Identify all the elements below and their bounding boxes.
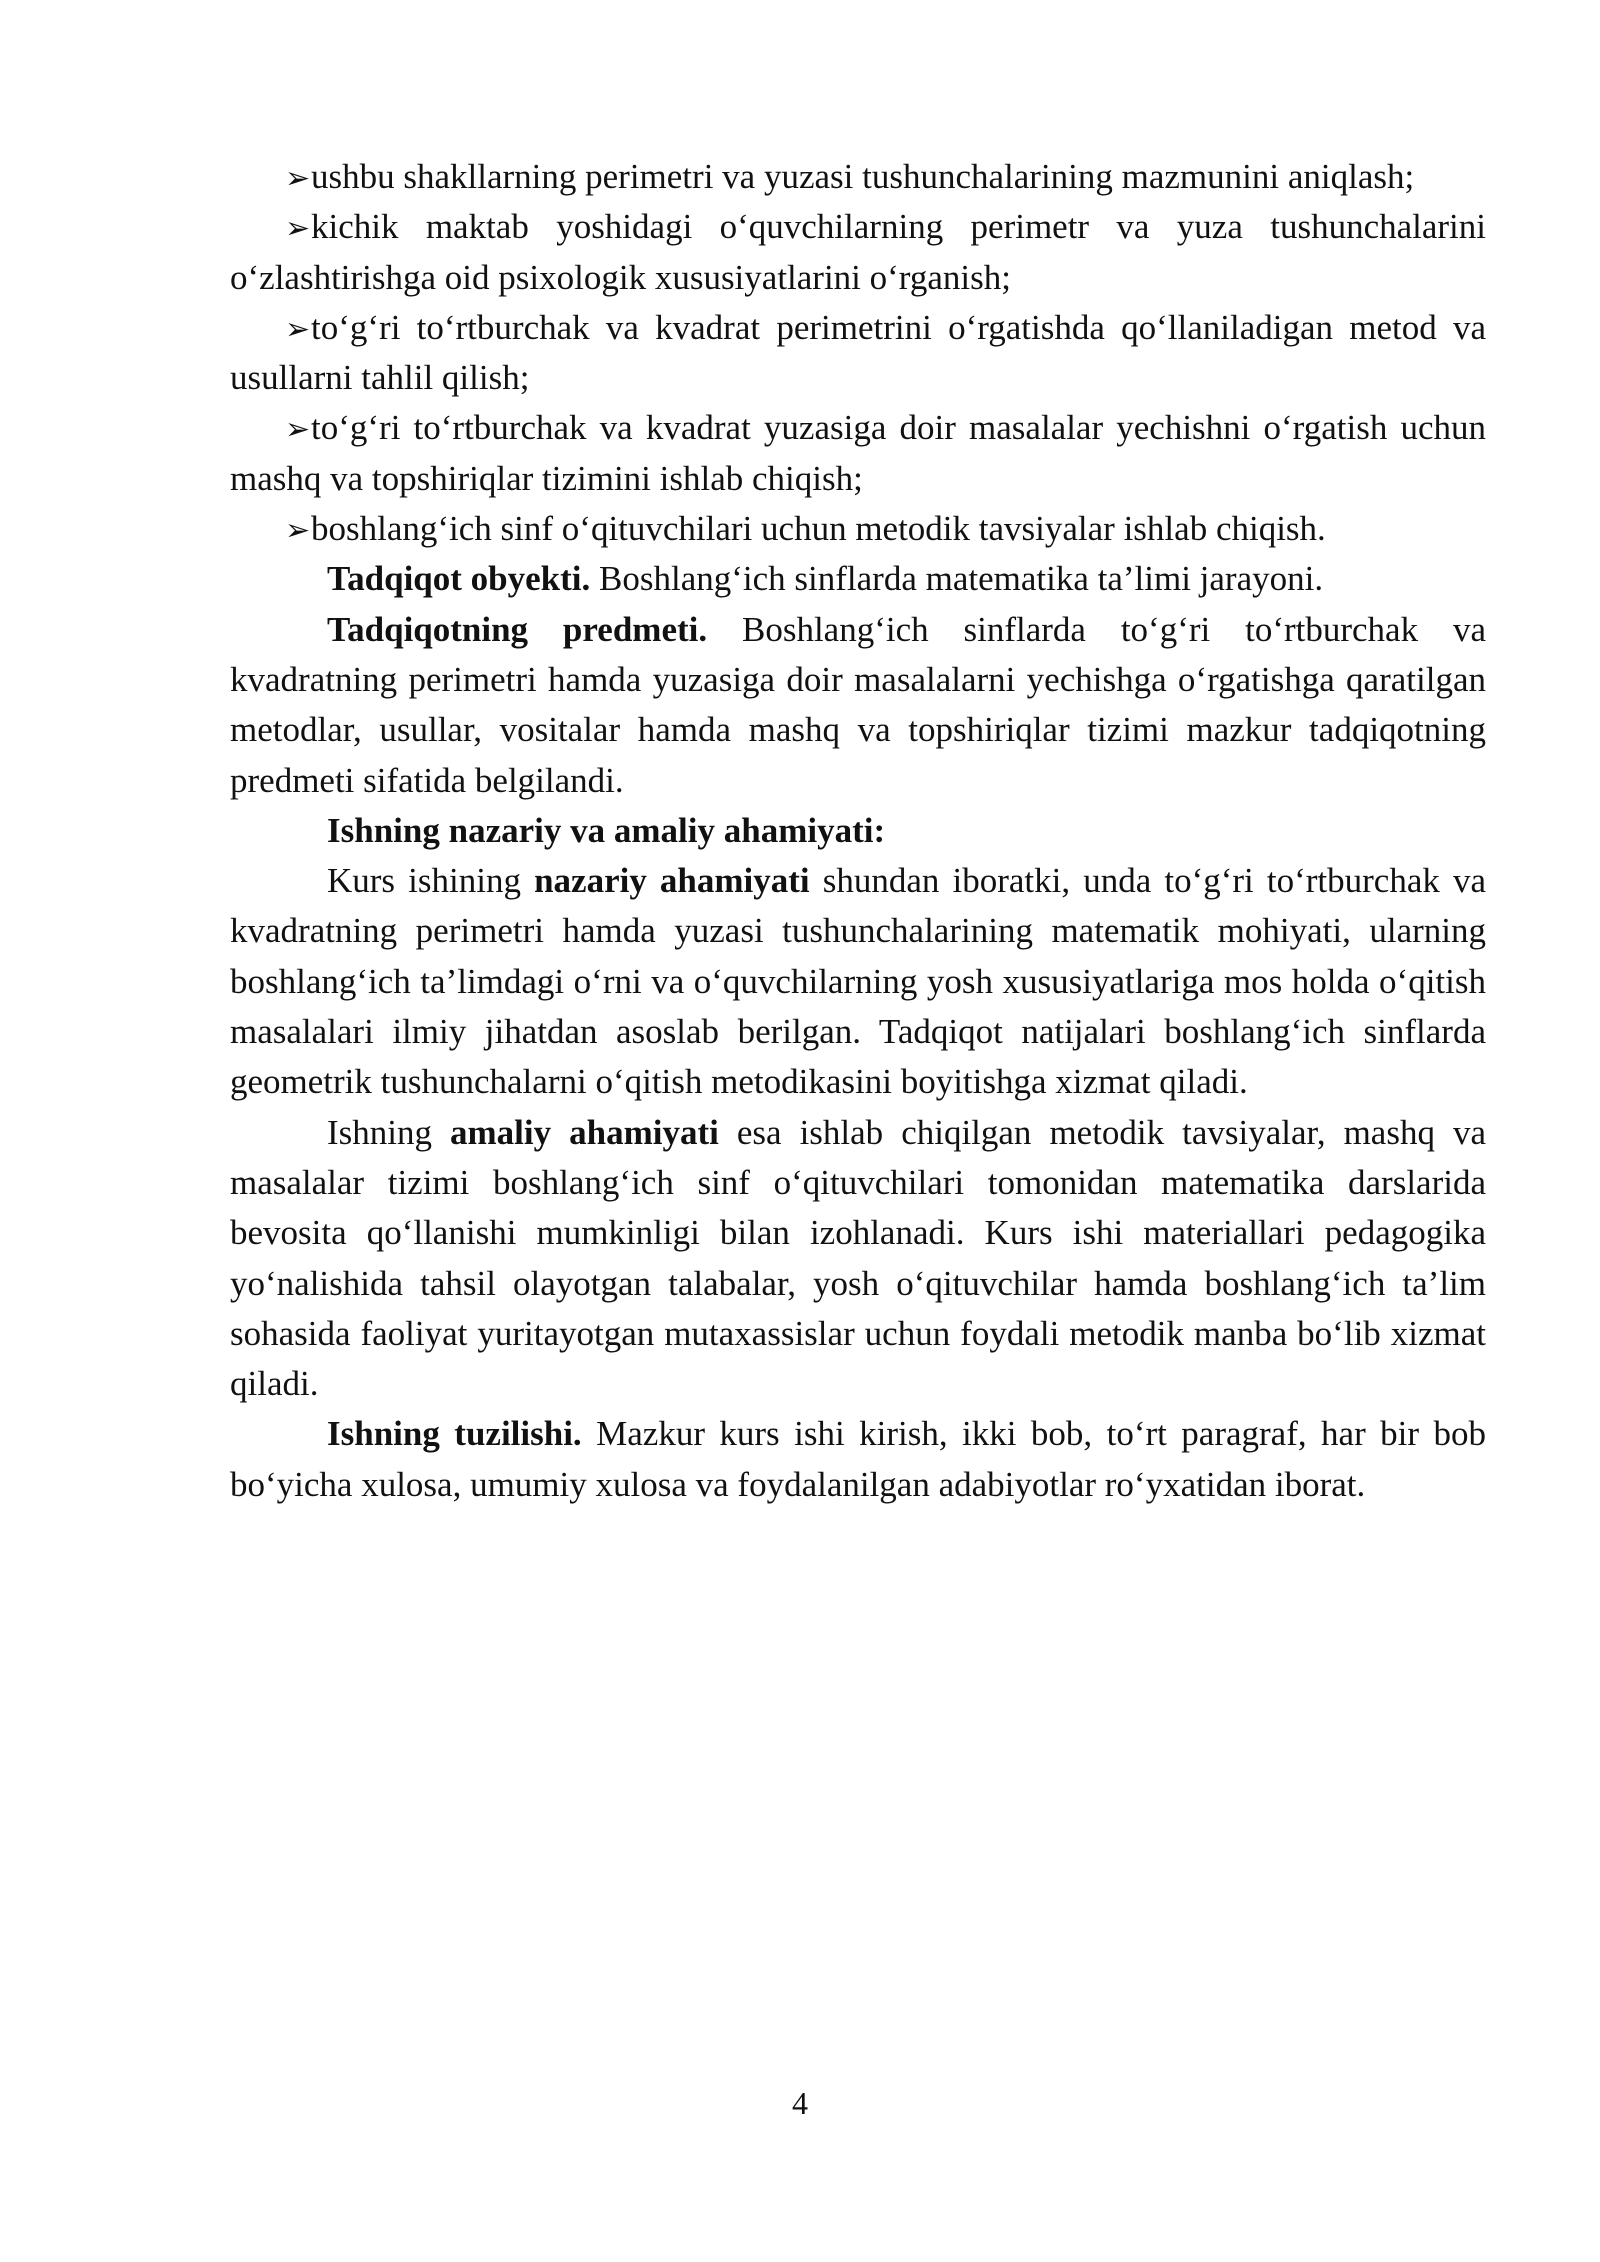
objective-text: to‘g‘ri to‘rtburchak va kvadrat yuzasiga doir masalalar yechishni o‘rgatish uchun mashq va topshiriqlar tizimini ishlab chiqish;: [230, 408, 1486, 498]
practical-bold-term: amaliy ahamiyati: [450, 1112, 719, 1152]
research-subject-label: Tadqiqotning predmeti.: [327, 609, 708, 649]
theoretical-significance-paragraph: [230, 856, 1486, 1107]
research-subject-paragraph: [230, 605, 1486, 806]
research-object-paragraph: [230, 554, 1486, 604]
arrowhead-bullet-icon: ➢: [285, 212, 311, 246]
theoretical-bold-term: nazariy ahamiyati: [534, 861, 810, 901]
arrowhead-bullet-icon: ➢: [285, 413, 311, 447]
objective-bullet: [230, 303, 1486, 404]
page-body: [230, 152, 1486, 1510]
research-subject-text: Boshlang‘ich sinflarda to‘g‘ri to‘rtburchak va kvadratning perimetri hamda yuzasiga doir masalalarni yechishga o‘rgatishga qaratilgan metodlar, usullar, vositalar hamda mashq va topshiriqlar tizimi mazkur tadqiqotning predmeti sifatida belgilandi.: [230, 609, 1486, 800]
objective-text: to‘g‘ri to‘rtburchak va kvadrat perimetrini o‘rgatishda qo‘llaniladigan metod va usullarni tahlil qilish;: [230, 307, 1486, 398]
structure-label: Ishning tuzilishi.: [327, 1414, 582, 1454]
structure-paragraph: [230, 1409, 1486, 1510]
practical-intro: Ishning: [327, 1112, 451, 1152]
objective-bullet: [230, 504, 1486, 554]
objective-text: kichik maktab yoshidagi o‘quvchilarning perimetr va yuza tushunchalarini o‘zlashtirishga oid psixologik xususiyatlarini o‘rganish;: [230, 207, 1486, 297]
objective-bullet: [230, 403, 1486, 504]
arrowhead-bullet-icon: ➢: [285, 514, 311, 548]
objective-text: ushbu shakllarning perimetri va yuzasi tushunchalarining mazmunini aniqlash;: [311, 157, 1415, 196]
theoretical-intro: Kurs ishining: [327, 861, 535, 901]
research-object-label: Tadqiqot obyekti.: [327, 559, 591, 599]
objective-bullet: [230, 202, 1486, 303]
structure-text: Mazkur kurs ishi kirish, ikki bob, to‘rt paragraf, har bir bob bo‘yicha xulosa, umumiy xulosa va foydalanilgan adabiyotlar ro‘yxatidan iborat.: [230, 1414, 1486, 1504]
arrowhead-bullet-icon: ➢: [285, 162, 311, 195]
arrowhead-bullet-icon: ➢: [285, 312, 311, 346]
theoretical-text: shundan iboratki, unda to‘g‘ri to‘rtburchak va kvadratning perimetri hamda yuzasi tushunchalarining matematik mohiyati, ularning boshlang‘ich ta’limdagi o‘rni va o‘quvchilarning yosh xususiyatlariga mos holda o‘qitish masalalari ilmiy jihatdan asoslab berilgan. Tadqiqot natijalari boshlang‘ich sinflarda geometrik tushunchalarni o‘qitish metodikasini boyitishga xizmat qiladi.: [230, 861, 1487, 1102]
practical-significance-paragraph: [230, 1108, 1486, 1410]
objective-bullet: [230, 152, 1486, 202]
objective-text: boshlang‘ich sinf o‘qituvchilari uchun metodik tavsiyalar ishlab chiqish.: [311, 509, 1326, 549]
research-object-text: Boshlang‘ich sinflarda matematika ta’limi jarayoni.: [590, 559, 1324, 599]
significance-heading: Ishning nazariy va amaliy ahamiyati:: [327, 810, 886, 850]
page-number: 4: [792, 2085, 808, 2121]
practical-text: esa ishlab chiqilgan metodik tavsiyalar, mashq va masalalar tizimi boshlang‘ich sinf o‘qituvchilari tomonidan matematika darslarida bevosita qo‘llanishi mumkinligi bilan izohlanadi. Kurs ishi materiallari pedagogika yo‘nalishida tahsil olayotgan talabalar, yosh o‘qituvchilar hamda boshlang‘ich ta’lim sohasida faoliyat yuritayotgan mutaxassislar uchun foydali metodik manba bo‘lib xizmat qiladi.: [230, 1112, 1487, 1404]
